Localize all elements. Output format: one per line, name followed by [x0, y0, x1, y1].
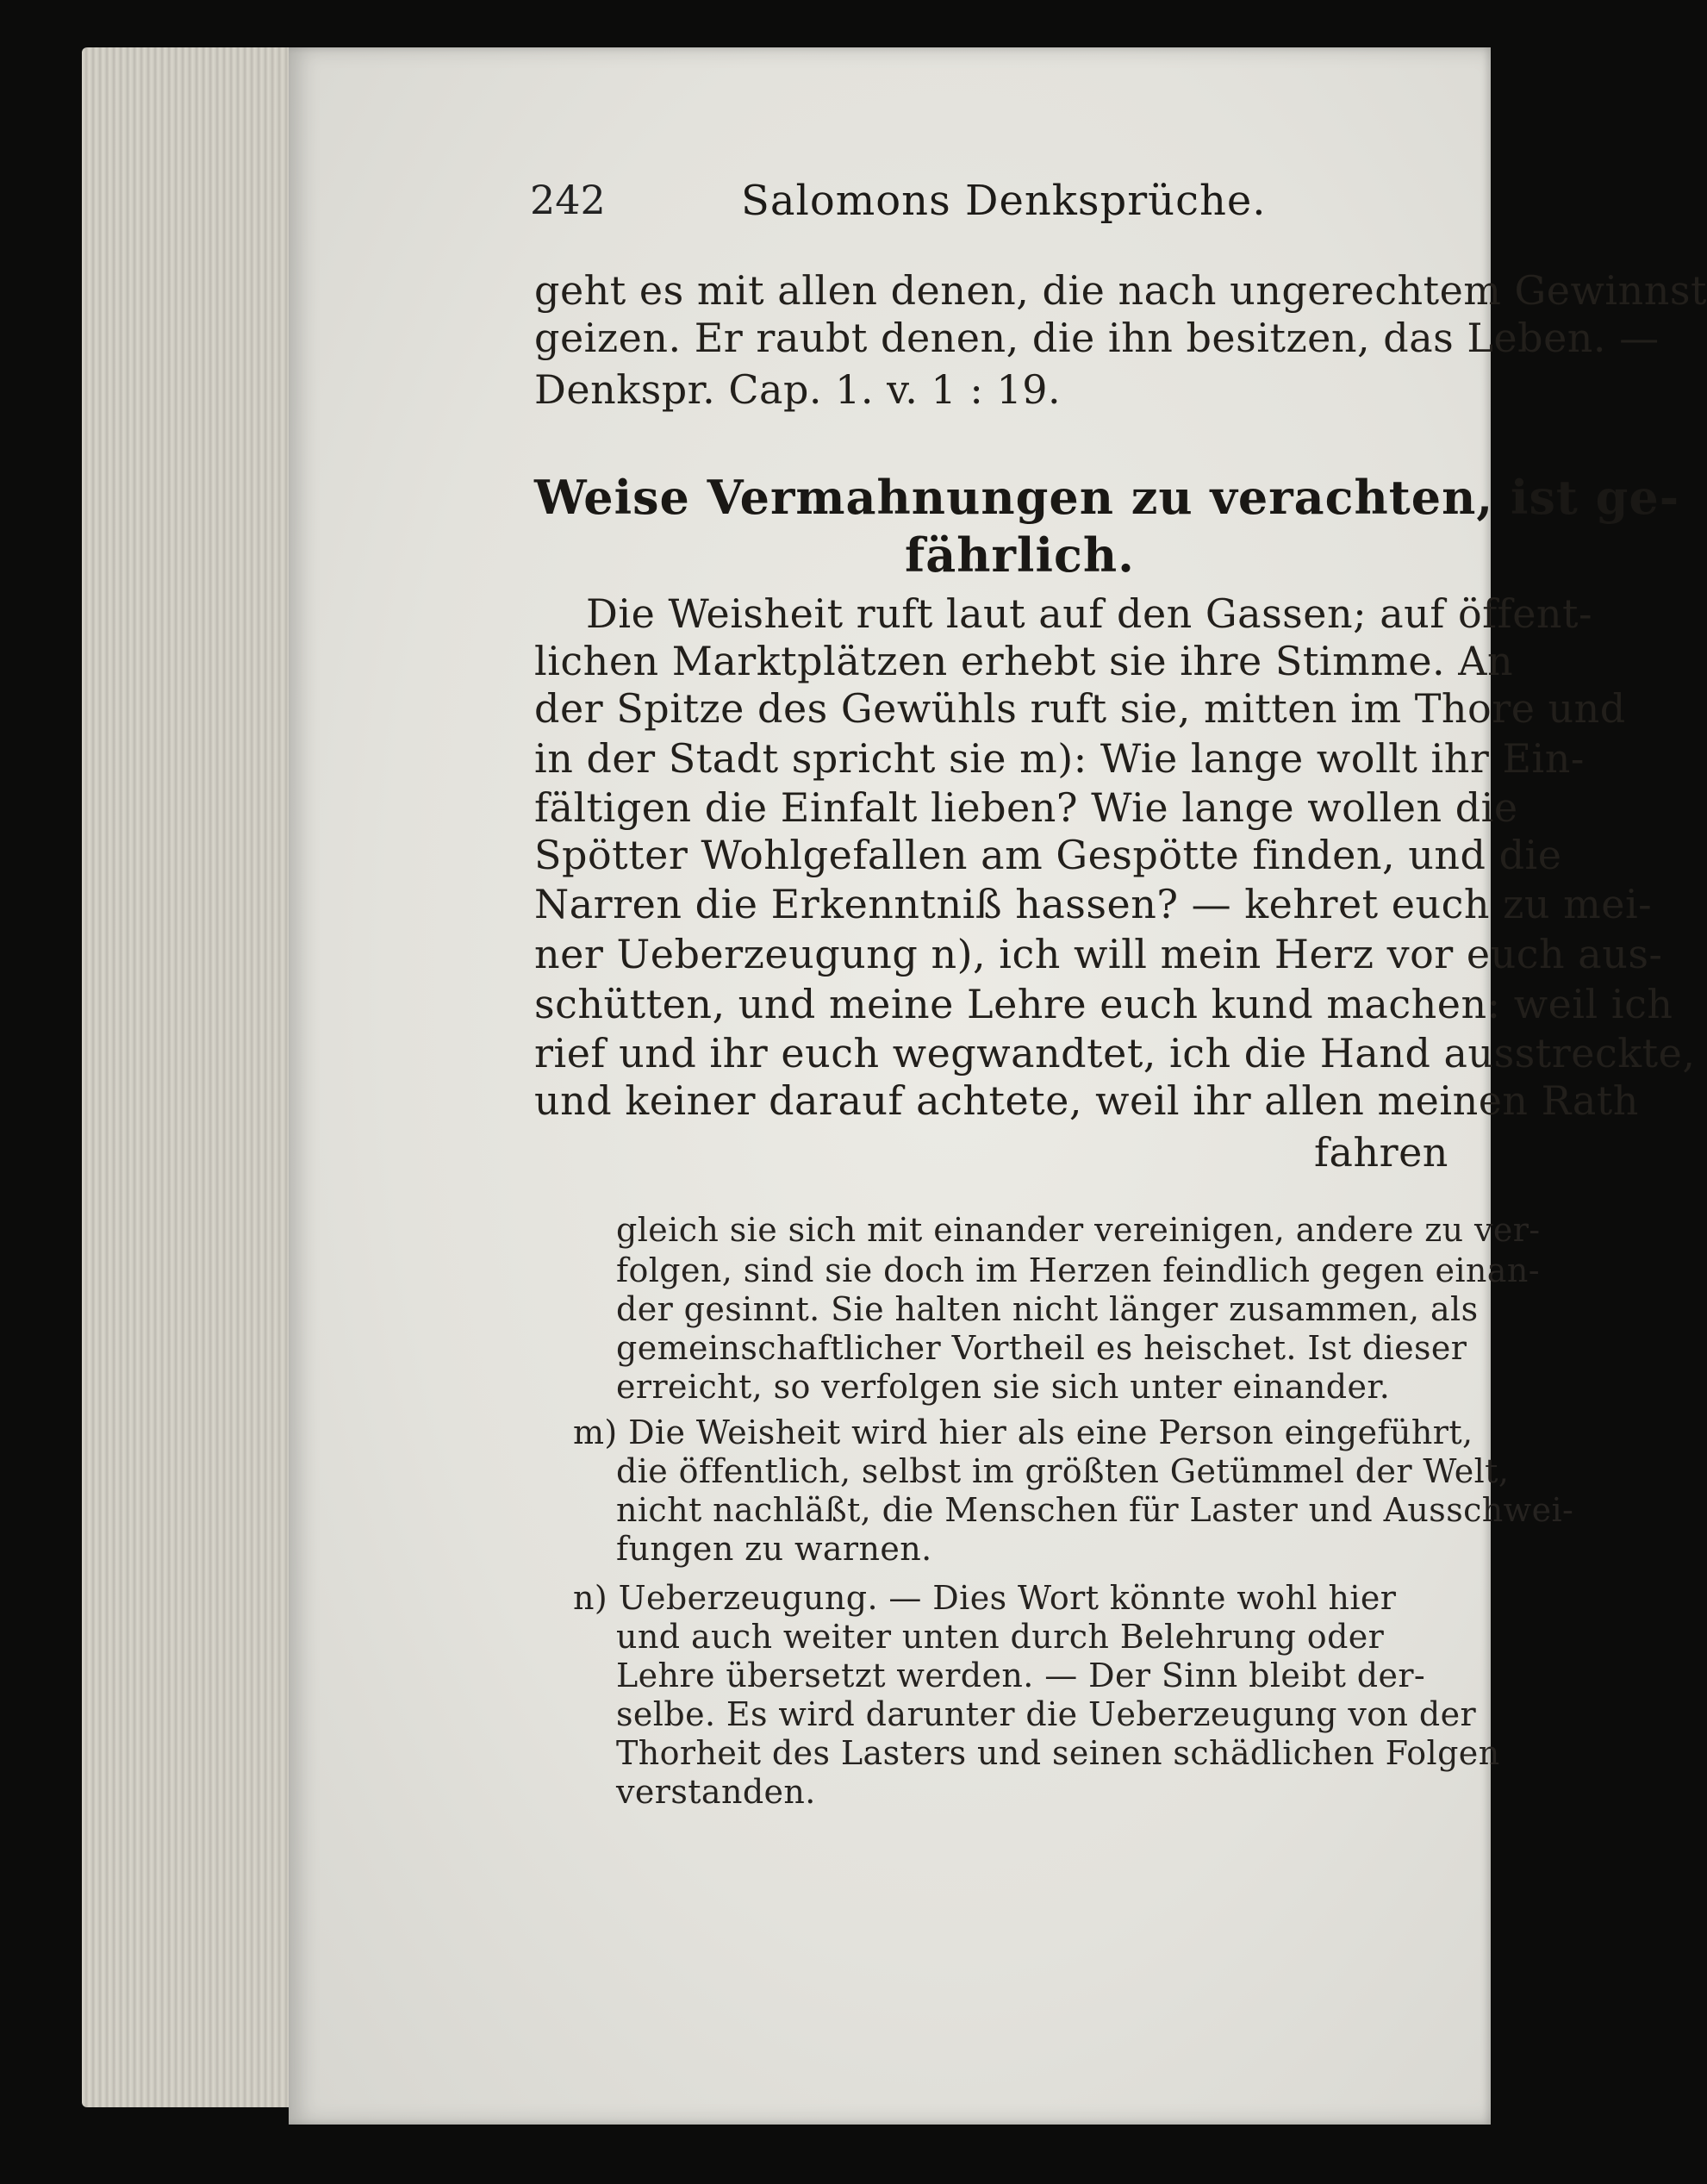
footnote-line: gleich sie sich mit einander vereinigen, andere zu ver-: [616, 1211, 1541, 1249]
footnote-m-line: m) Die Weisheit wird hier als eine Person eingeführt,: [573, 1413, 1473, 1451]
text-line: Die Weisheit ruft laut auf den Gassen; auf öffent-: [586, 590, 1593, 637]
footnote-m-line: die öffentlich, selbst im größten Getümmel der Welt,: [616, 1452, 1510, 1490]
text-line: schütten, und meine Lehre euch kund machen: weil ich: [534, 981, 1673, 1027]
footnote-line: der gesinnt. Sie halten nicht länger zusammen, als: [616, 1290, 1479, 1328]
text-line: in der Stadt spricht sie m): Wie lange wollt ihr Ein-: [534, 735, 1585, 782]
footnote-m-line: fungen zu warnen.: [616, 1530, 932, 1568]
heading-line: fährlich.: [905, 527, 1135, 583]
text-line: Spötter Wohlgefallen am Gespötte finden, und die: [534, 832, 1562, 878]
footnote-n-line: n) Ueberzeugung. — Dies Wort könnte wohl hier: [573, 1579, 1397, 1617]
page-number: 242: [530, 177, 606, 223]
text-line: der Spitze des Gewühls ruft sie, mitten im Thore und: [534, 685, 1626, 732]
text-line: geht es mit allen denen, die nach ungerechtem Gewinnst: [534, 267, 1707, 314]
footnote-n-line: Thorheit des Lasters und seinen schädlichen Folgen: [616, 1734, 1500, 1772]
text-line: Narren die Erkenntniß hassen? — kehret euch zu mei-: [534, 881, 1653, 927]
footnote-n-line: Lehre übersetzt werden. — Der Sinn bleibt der-: [616, 1657, 1426, 1694]
footnote-line: erreicht, so verfolgen sie sich unter einander.: [616, 1368, 1391, 1406]
text-line: ner Ueberzeugung n), ich will mein Herz vor euch aus-: [534, 931, 1663, 977]
text-line: rief und ihr euch wegwandtet, ich die Hand ausstreckte,: [534, 1030, 1696, 1076]
heading-line: Weise Vermahnungen zu verachten, ist ge-: [534, 470, 1680, 525]
footnote-line: gemeinschaftlicher Vortheil es heischet. Ist dieser: [616, 1329, 1467, 1367]
text-line: fältigen die Einfalt lieben? Wie lange wollen die: [534, 784, 1518, 831]
footnote-line: folgen, sind sie doch im Herzen feindlich gegen einan-: [616, 1251, 1540, 1289]
footnote-n-line: und auch weiter unten durch Belehrung oder: [616, 1618, 1385, 1656]
text-line: lichen Marktplätzen erhebt sie ihre Stimme. An: [534, 638, 1514, 684]
footnote-m-line: nicht nachläßt, die Menschen für Laster und Ausschwei-: [616, 1491, 1574, 1529]
text-line: Denkspr. Cap. 1. v. 1 : 19.: [534, 366, 1062, 413]
page-edges: [82, 47, 293, 2107]
footnote-n-line: verstanden.: [616, 1773, 816, 1811]
catchword: fahren: [1314, 1129, 1448, 1176]
text-line: und keiner darauf achtete, weil ihr allen meinen Rath: [534, 1077, 1639, 1124]
text-line: geizen. Er raubt denen, die ihn besitzen, das Leben. —: [534, 315, 1660, 361]
footnote-n-line: selbe. Es wird darunter die Ueberzeugung von der: [616, 1695, 1477, 1733]
running-title: Salomons Denksprüche.: [741, 177, 1267, 225]
